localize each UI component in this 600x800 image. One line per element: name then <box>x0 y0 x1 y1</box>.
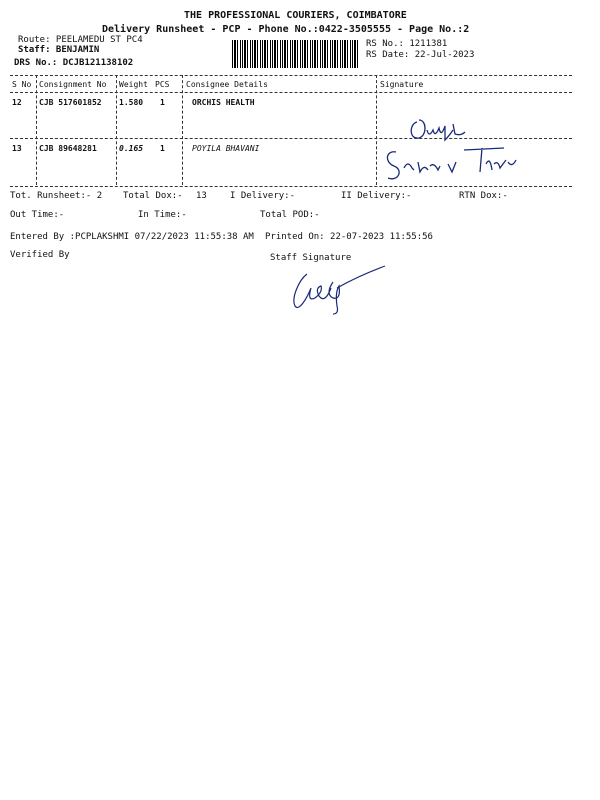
printed-on: Printed On: 22-07-2023 11:55:56 <box>265 232 433 242</box>
staff-signature <box>285 258 395 318</box>
col-separator <box>36 75 37 185</box>
i-delivery: I Delivery:- <box>230 191 296 201</box>
table-header-rule <box>10 92 572 93</box>
entered-by: Entered By :PCPLAKSHMI 07/22/2023 11:55:38 AM <box>10 232 254 242</box>
in-time: In Time:- <box>138 210 187 220</box>
col-separator <box>182 75 183 185</box>
col-header-consignment: Consignment No <box>39 80 107 89</box>
col-header-signature: Signature <box>380 80 424 89</box>
barcode <box>232 40 358 68</box>
document-title: Delivery Runsheet - PCP - Phone No.:0422-3505555 - Page No.:2 <box>102 24 470 35</box>
staff-label: Staff: BENJAMIN <box>18 45 100 55</box>
col-header-sno: S No <box>12 80 32 89</box>
drs-number: DRS No.: DCJB121138102 <box>14 58 134 68</box>
rs-date: RS Date: 22-Jul-2023 <box>366 50 475 60</box>
staff-signature-label: Staff Signature <box>270 253 352 263</box>
total-pod: Total POD:- <box>260 210 320 220</box>
ii-delivery: II Delivery:- <box>341 191 412 201</box>
verified-by: Verified By <box>10 250 70 260</box>
signature-row-13 <box>382 142 522 188</box>
table-bottom-rule <box>10 186 572 187</box>
total-dox-value: 13 <box>196 191 207 201</box>
row-consignee: POYILA BHAVANI <box>192 144 260 153</box>
company-name: THE PROFESSIONAL COURIERS, COIMBATORE <box>184 10 407 21</box>
col-separator <box>376 75 377 185</box>
row-weight: 1.580 <box>119 98 144 107</box>
row-pcs: 1 <box>160 98 165 107</box>
col-header-consignee: Consignee Details <box>186 80 268 89</box>
row-sno: 12 <box>12 98 22 107</box>
row-consignment-no: CJB 517601852 <box>39 98 102 107</box>
col-separator <box>116 75 117 185</box>
table-top-rule <box>10 75 572 76</box>
total-runsheet: Tot. Runsheet:- 2 <box>10 191 103 201</box>
row-pcs: 1 <box>160 144 165 153</box>
total-dox-label: Total Dox:- <box>123 191 183 201</box>
rs-number: RS No.: 1211381 <box>366 39 448 49</box>
row-sno: 13 <box>12 144 22 153</box>
out-time: Out Time:- <box>10 210 65 220</box>
col-header-pcs: PCS <box>155 80 170 89</box>
row-consignee: ORCHIS HEALTH <box>192 98 255 107</box>
route-label: Route: PEELAMEDU ST PC4 <box>18 35 143 45</box>
row-consignment-no: CJB 89648281 <box>39 144 97 153</box>
row-divider <box>10 138 572 139</box>
col-header-weight: Weight <box>119 80 148 89</box>
row-weight: 0.165 <box>119 144 144 153</box>
rtn-dox: RTN Dox:- <box>459 191 508 201</box>
